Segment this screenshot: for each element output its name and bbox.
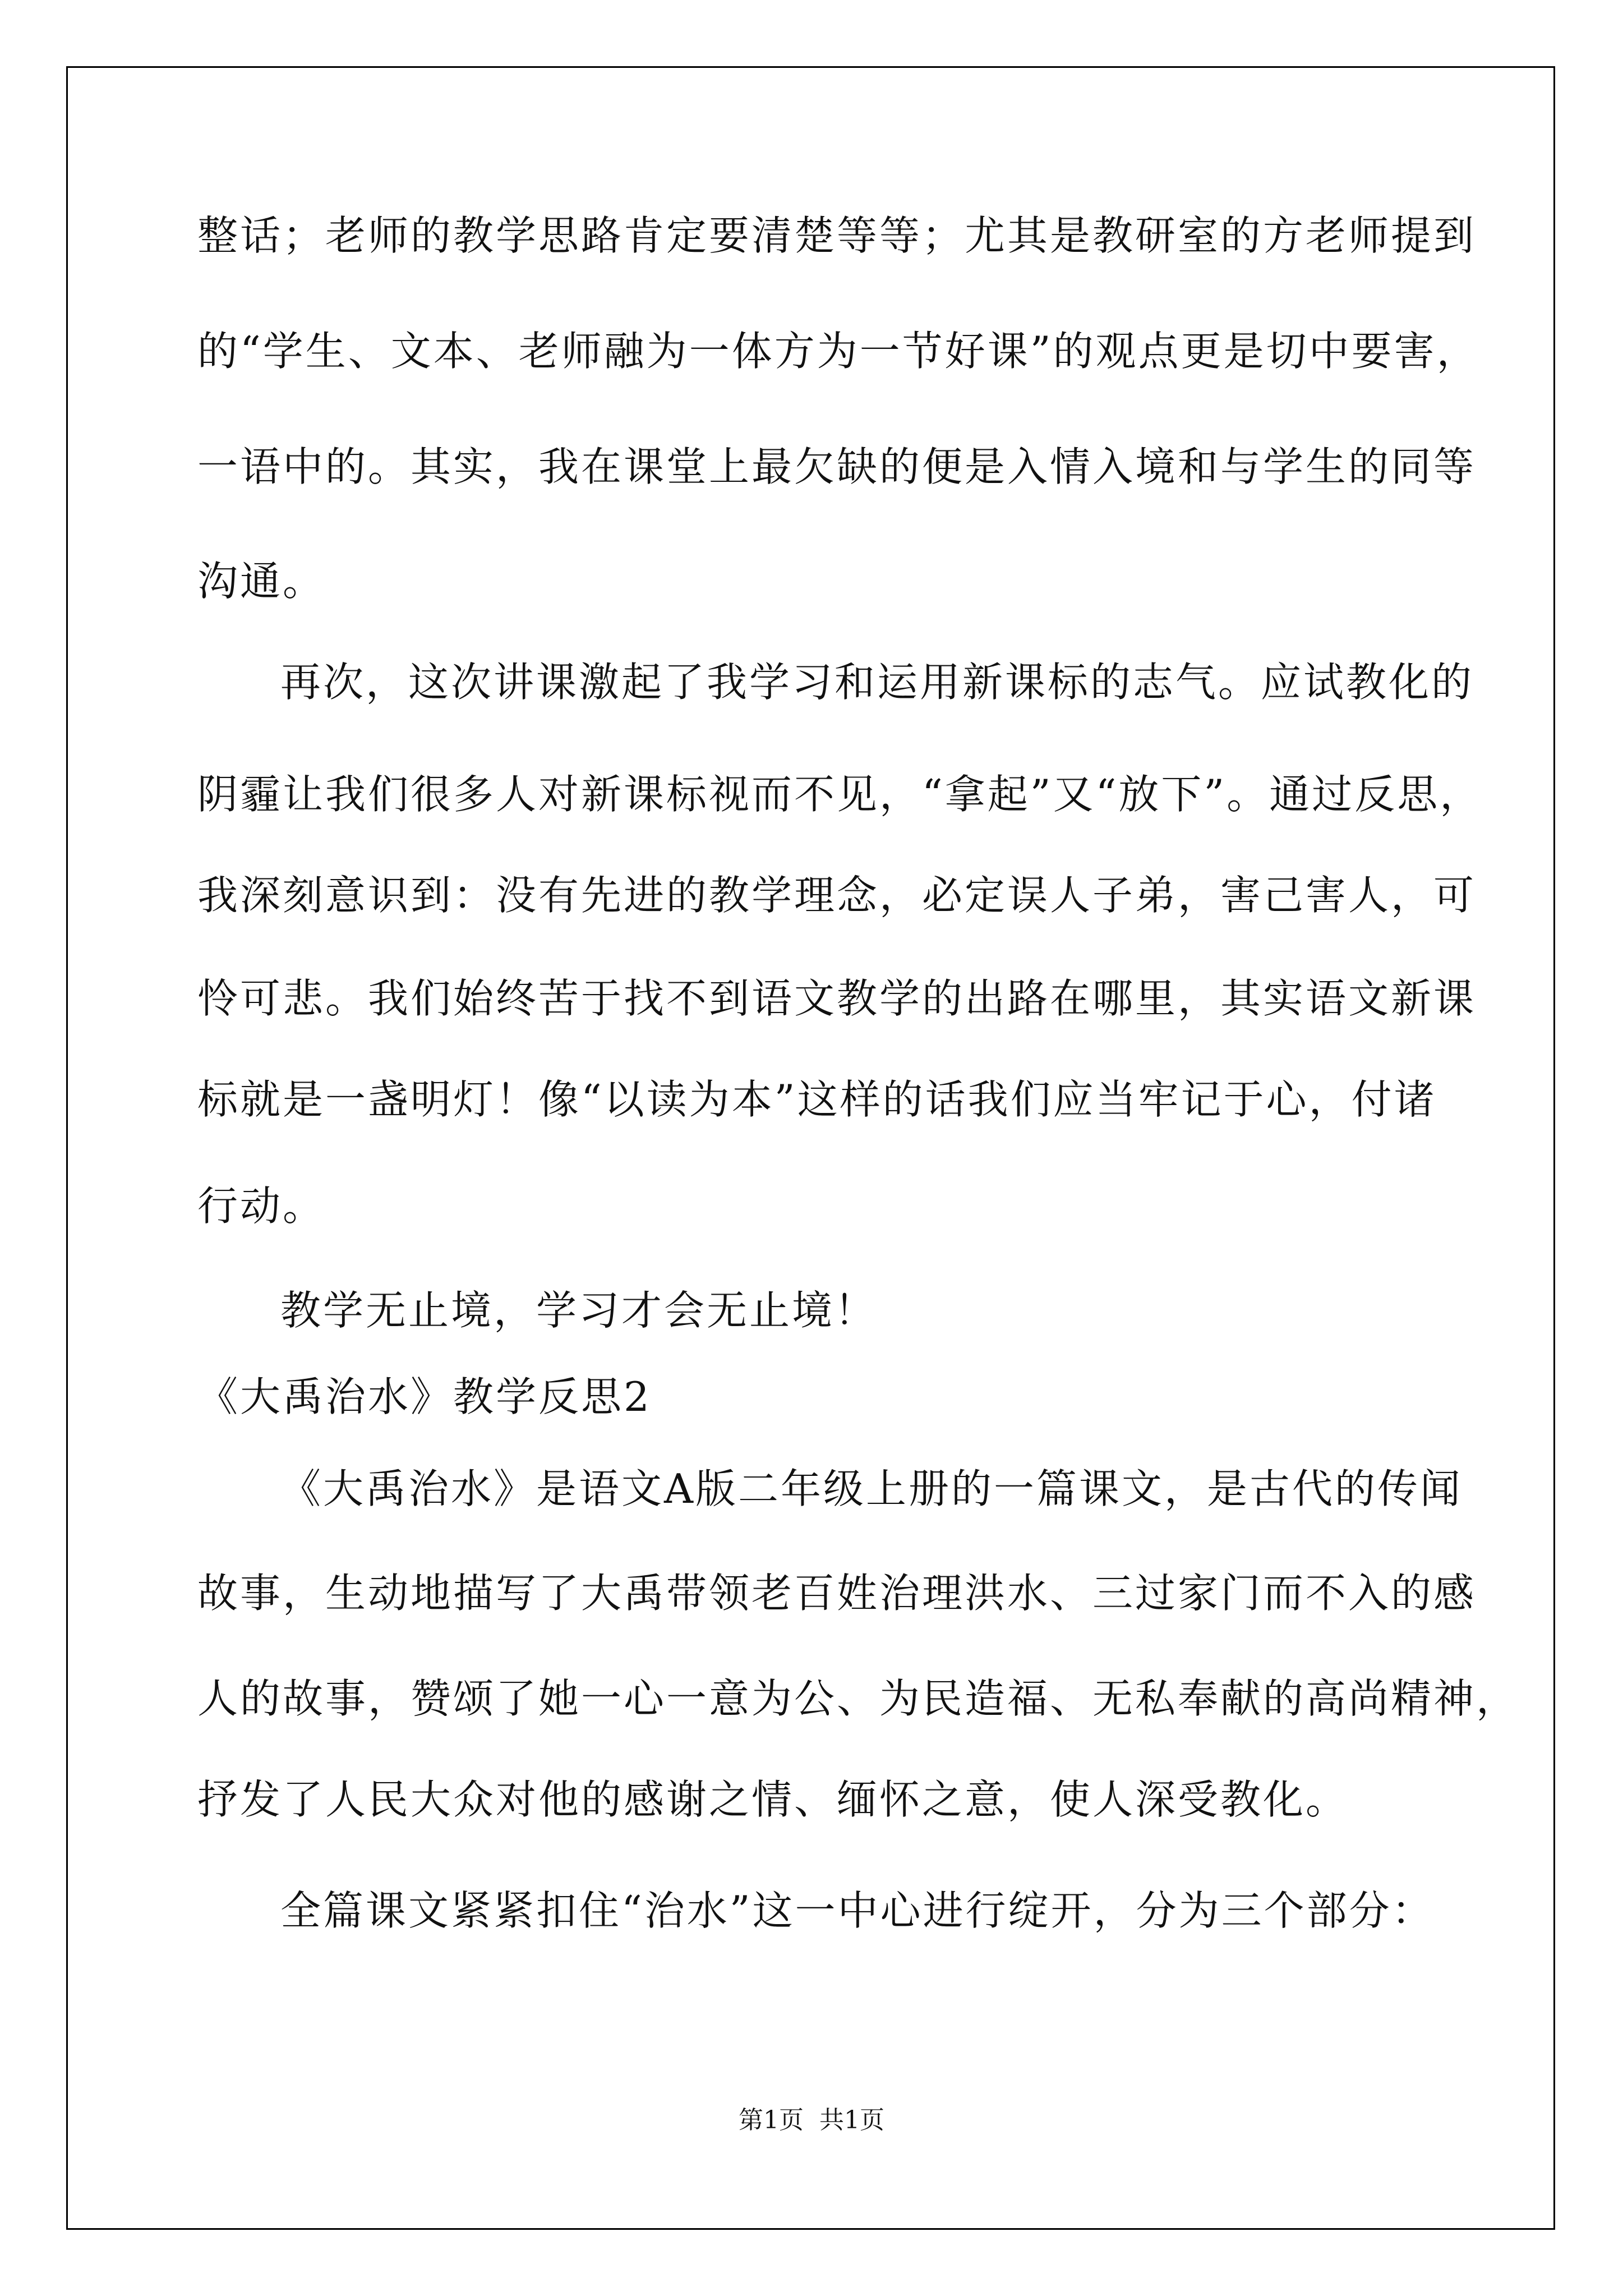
body-line-4: 沟通。 <box>197 558 326 605</box>
body-line-11: 教学无止境，学习才会无止境！ <box>280 1287 878 1334</box>
body-line-10: 行动。 <box>197 1182 326 1230</box>
body-line-8: 怜可悲。我们始终苦于找不到语文教学的出路在哪里，其实语文新课 <box>197 975 1477 1022</box>
body-line-16: 全篇课文紧紧扣住“治水”这一中心进行绽开，分为三个部分： <box>280 1887 1435 1934</box>
page-number-footer: 第1页 共1页 <box>739 2106 884 2134</box>
body-line-6: 阴霾让我们很多人对新课标视而不见，“拿起”又“放下”。通过反思， <box>197 771 1483 818</box>
body-line-2: 的“学生、文本、老师融为一体方为一节好课”的观点更是切中要害， <box>197 328 1479 375</box>
body-line-7: 我深刻意识到：没有先进的教学理念，必定误人子弟，害己害人，可 <box>197 872 1477 919</box>
body-line-9: 标就是一盏明灯！像“以读为本”这样的话我们应当牢记于心，付诸 <box>197 1076 1437 1123</box>
section-heading: 《大禹治水》教学反思2 <box>197 1373 652 1420</box>
body-line-15: 抒发了人民大众对他的感谢之情、缅怀之意，使人深受教化。 <box>197 1776 1349 1823</box>
body-line-13: 故事，生动地描写了大禹带领老百姓治理洪水、三过家门而不入的感 <box>197 1570 1477 1617</box>
body-line-1: 整话；老师的教学思路肯定要清楚等等；尤其是教研室的方老师提到 <box>197 212 1477 259</box>
body-line-5: 再次，这次讲课激起了我学习和运用新课标的志气。应试教化的 <box>280 659 1474 706</box>
body-line-14: 人的故事，赞颂了她一心一意为公、为民造福、无私奉献的高尚精神， <box>197 1675 1519 1722</box>
body-line-3: 一语中的。其实，我在课堂上最欠缺的便是入情入境和与学生的同等 <box>197 443 1477 490</box>
body-line-12: 《大禹治水》是语文A版二年级上册的一篇课文，是古代的传闻 <box>280 1465 1463 1512</box>
